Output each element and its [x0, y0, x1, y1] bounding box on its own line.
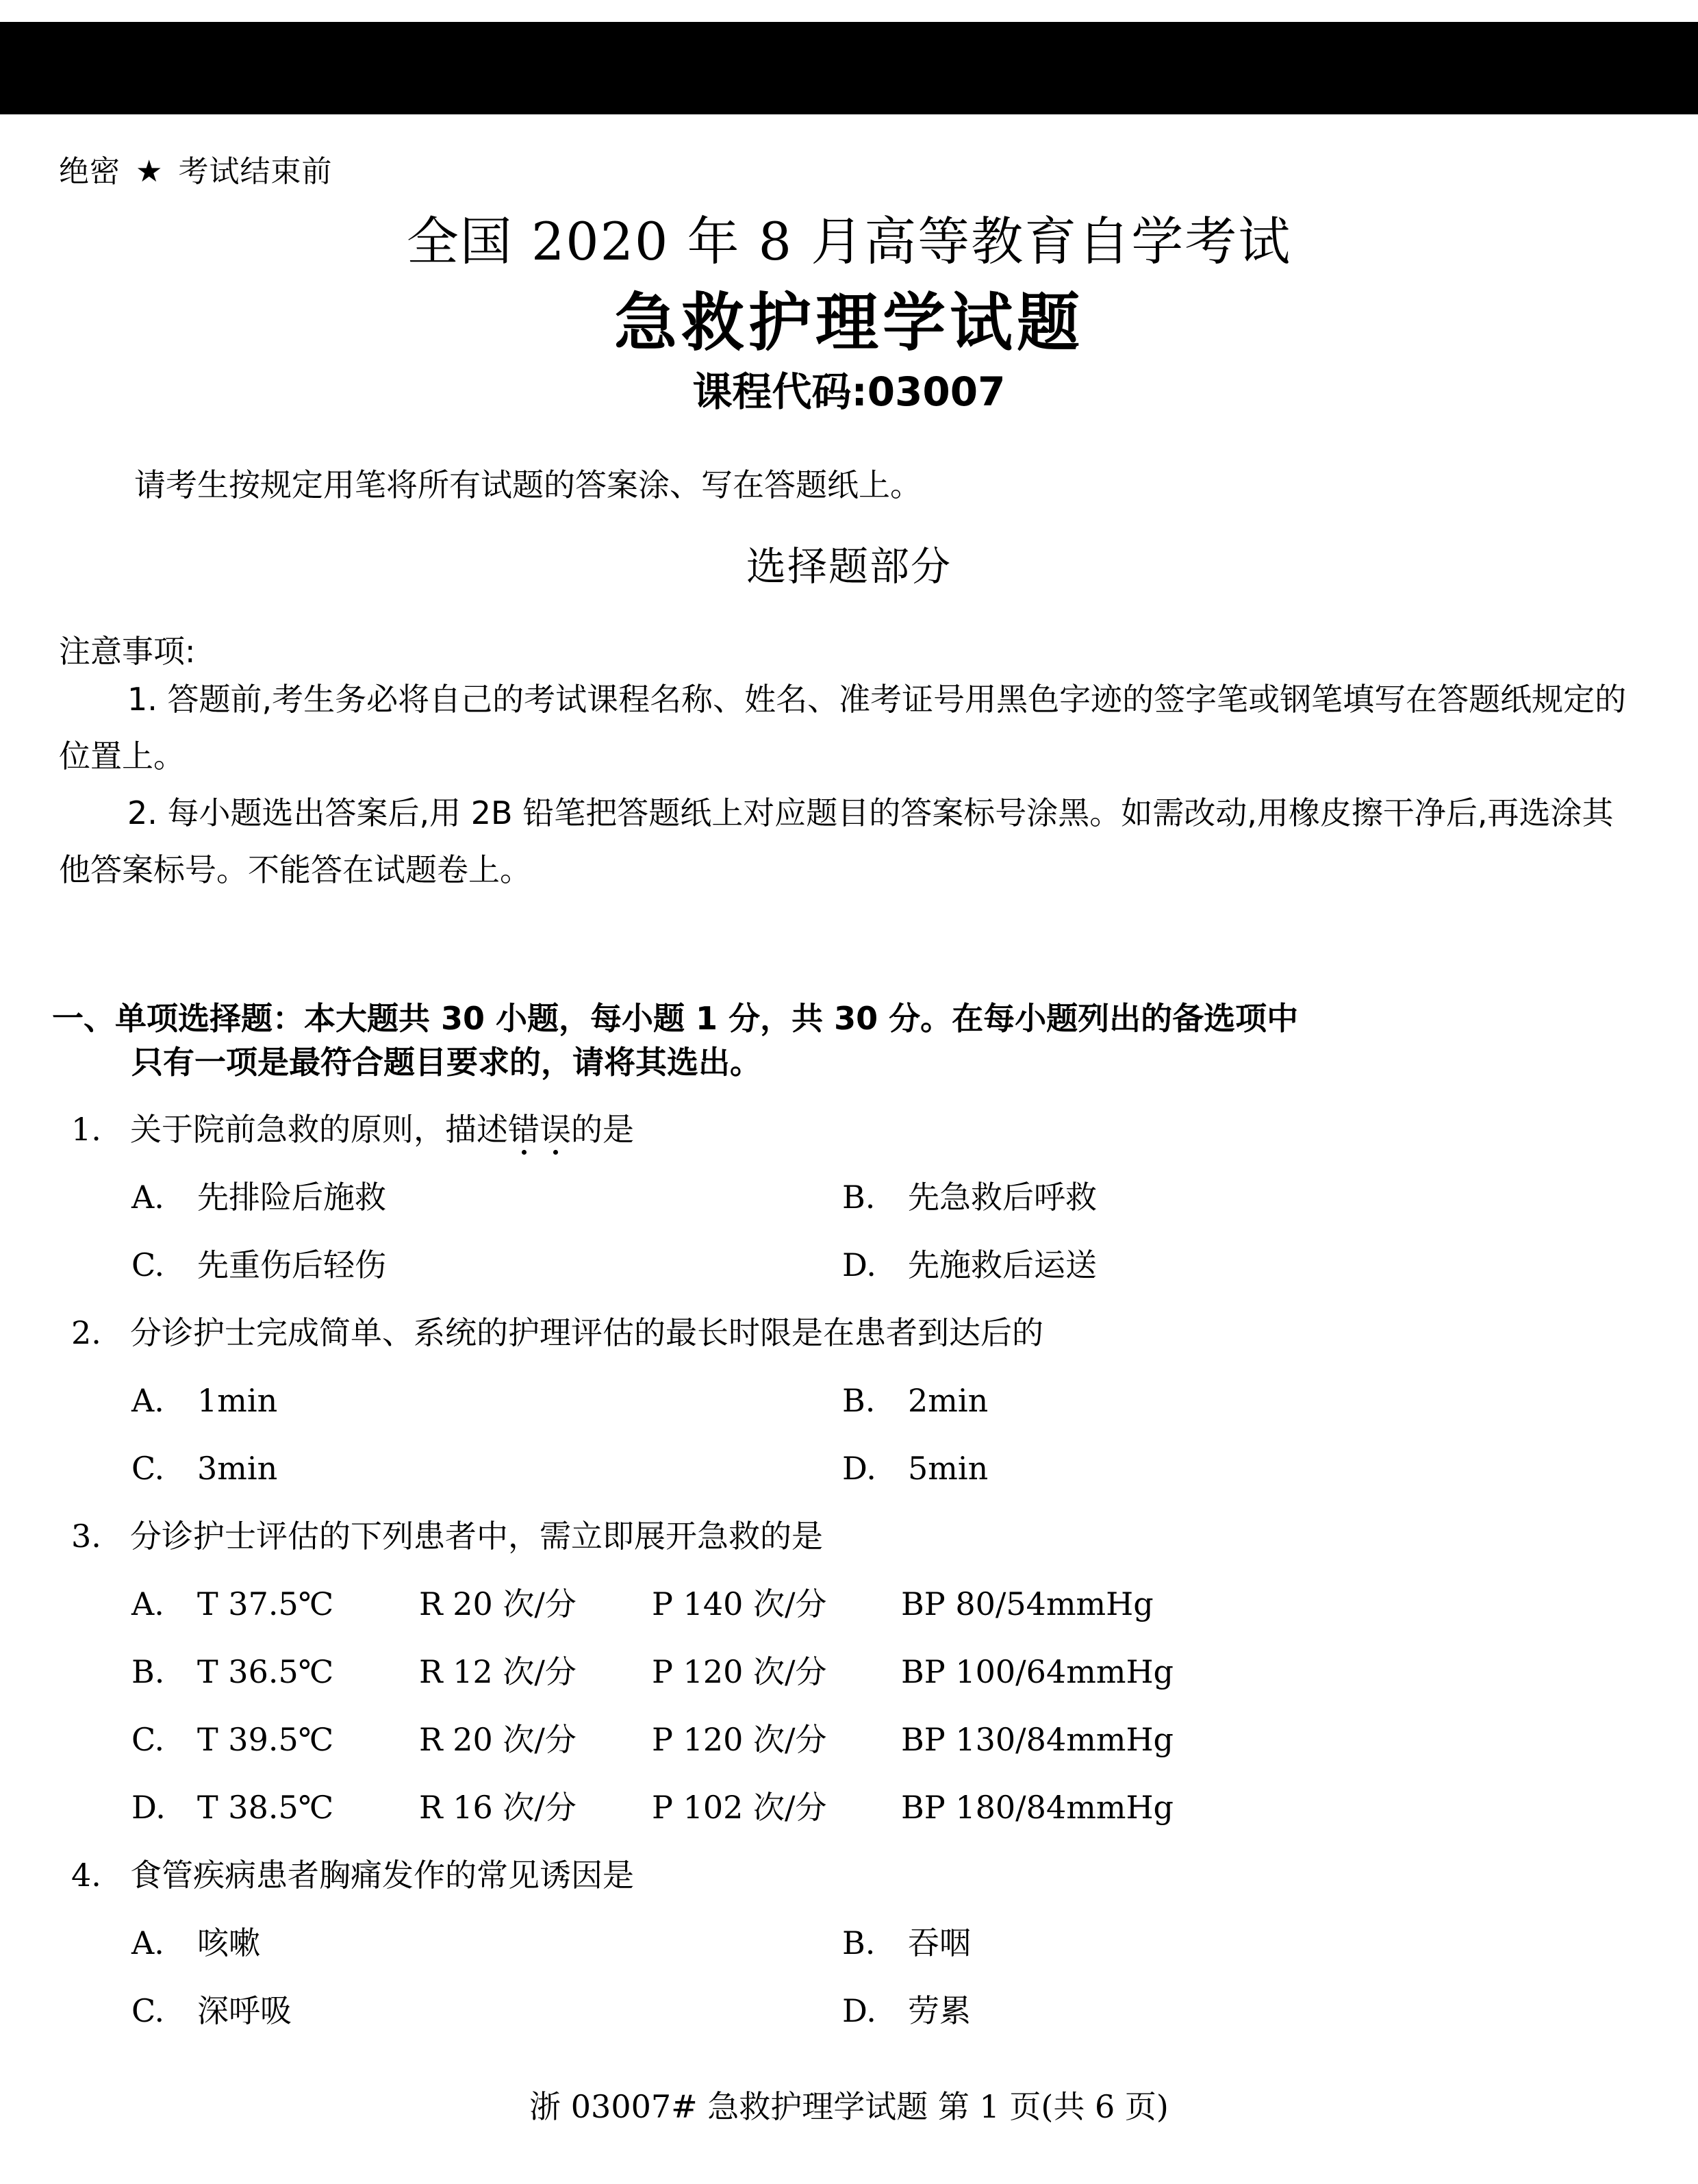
notes-title: 注意事项:: [59, 633, 196, 670]
answer-instruction: 请考生按规定用笔将所有试题的答案涂、写在答题纸上。: [134, 466, 922, 503]
option-text: 3min: [197, 1450, 278, 1487]
option-d[interactable]: [0, 1774, 1698, 1842]
vital-pulse: P 102 次/分: [652, 1789, 827, 1826]
option-letter: C.: [131, 1246, 165, 1283]
vital-blood-pressure: BP 180/84mmHg: [901, 1789, 1174, 1826]
option-letter: A.: [131, 1585, 164, 1622]
vital-pulse: P 140 次/分: [652, 1585, 827, 1622]
option-row: [0, 1435, 1698, 1503]
option-letter: C.: [131, 1992, 165, 2029]
option-text: 吞咽: [908, 1924, 971, 1961]
note-item: 2. 每小题选出答案后,用 2B 铅笔把答题纸上对应题目的答案标号涂黑。如需改动,用橡皮擦干净后,再选涂其他答案标号。不能答在试题卷上。: [59, 794, 1614, 888]
part-one-line1: 一、单项选择题：本大题共 30 小题，每小题 1 分，共 30 分。在每小题列出的备选项中: [52, 1000, 1299, 1037]
course-code: 课程代码:03007: [692, 368, 1006, 415]
star-icon: ★: [136, 154, 164, 189]
option-letter: D.: [842, 1246, 876, 1283]
question-stem: [0, 1503, 1698, 1570]
option-a[interactable]: [0, 1570, 1698, 1638]
vital-pulse: P 120 次/分: [652, 1721, 827, 1758]
option-text: 1min: [197, 1382, 278, 1419]
option-b[interactable]: [842, 1164, 1097, 1231]
option-row: [0, 1367, 1698, 1435]
subject-title: 急救护理学试题: [613, 286, 1084, 360]
part-one-heading: [52, 996, 1627, 1084]
option-d[interactable]: [842, 1977, 971, 2045]
option-c[interactable]: [0, 1706, 1698, 1774]
option-row: [0, 1977, 1698, 2045]
vital-respiration: R 12 次/分: [419, 1653, 576, 1690]
vital-blood-pressure: BP 100/64mmHg: [901, 1653, 1174, 1690]
page-footer: 浙 03007# 急救护理学试题 第 1 页(共 6 页): [529, 2088, 1169, 2125]
option-a[interactable]: [131, 1367, 277, 1435]
option-d[interactable]: [842, 1435, 988, 1503]
option-letter: D.: [131, 1789, 166, 1826]
option-c[interactable]: [131, 1977, 292, 2045]
option-row: [0, 1164, 1698, 1231]
confidential-until-text: 考试结束前: [178, 154, 333, 189]
option-b[interactable]: [842, 1367, 988, 1435]
exam-title: 全国 2020 年 8 月高等教育自学考试: [406, 211, 1292, 272]
vital-respiration: R 16 次/分: [419, 1789, 576, 1826]
question-1: [0, 1096, 1698, 1299]
question-stem: [0, 1842, 1698, 1909]
option-letter: C.: [131, 1721, 165, 1758]
question-2: [0, 1299, 1698, 1503]
option-a[interactable]: [131, 1909, 260, 1977]
vital-respiration: R 20 次/分: [419, 1721, 576, 1758]
vital-blood-pressure: BP 80/54mmHg: [901, 1585, 1154, 1622]
confidential-text: 绝密: [59, 154, 121, 189]
option-text: 先重伤后轻伤: [197, 1246, 386, 1283]
option-text: 5min: [908, 1450, 989, 1487]
question-stem: [0, 1299, 1698, 1367]
question-3: [0, 1503, 1698, 1842]
option-c[interactable]: [131, 1231, 386, 1299]
option-c[interactable]: [131, 1435, 277, 1503]
option-letter: B.: [842, 1179, 876, 1216]
vital-temperature: T 39.5℃: [197, 1721, 334, 1758]
option-letter: D.: [842, 1450, 876, 1487]
option-text: 咳嗽: [197, 1924, 260, 1961]
scan-black-bar: [0, 22, 1698, 114]
option-letter: A.: [131, 1179, 164, 1216]
option-row: [0, 1231, 1698, 1299]
option-letter: A.: [131, 1382, 164, 1419]
stem-text: 关于院前急救的原则，描述: [130, 1111, 508, 1148]
option-letter: B.: [842, 1382, 876, 1419]
option-letter: C.: [131, 1450, 165, 1487]
vital-temperature: T 36.5℃: [197, 1653, 334, 1690]
option-letter: A.: [131, 1924, 164, 1961]
option-a[interactable]: [131, 1164, 386, 1231]
stem-text: 分诊护士完成简单、系统的护理评估的最长时限是在患者到达后的: [130, 1314, 1043, 1351]
emphasis-char: 误: [540, 1111, 571, 1148]
question-number: 1.: [71, 1111, 101, 1148]
question-4: [0, 1842, 1698, 2045]
vital-pulse: P 120 次/分: [652, 1653, 827, 1690]
vital-respiration: R 20 次/分: [419, 1585, 576, 1622]
stem-text: 分诊护士评估的下列患者中，需立即展开急救的是: [130, 1518, 823, 1555]
option-text: 先排险后施救: [197, 1179, 386, 1216]
note-item: 1. 答题前,考生务必将自己的考试课程名称、姓名、准考证号用黑色字迹的签字笔或钢笔填写在答题纸规定的位置上。: [59, 681, 1627, 775]
section-heading: 选择题部分: [746, 543, 952, 590]
stem-text: 的是: [571, 1111, 634, 1148]
question-stem: [0, 1096, 1698, 1164]
question-number: 2.: [71, 1314, 101, 1351]
stem-text: 食管疾病患者胸痛发作的常见诱因是: [130, 1857, 634, 1894]
option-text: 劳累: [908, 1992, 971, 2029]
notes-list: [59, 671, 1627, 899]
option-b[interactable]: [842, 1909, 971, 1977]
confidential-label: [59, 147, 332, 190]
part-one-line2: 只有一项是最符合题目要求的，请将其选出。: [131, 1044, 761, 1081]
vital-temperature: T 37.5℃: [197, 1585, 334, 1622]
option-text: 2min: [908, 1382, 989, 1419]
option-row: [0, 1909, 1698, 1977]
option-b[interactable]: [0, 1638, 1698, 1706]
vital-temperature: T 38.5℃: [197, 1789, 334, 1826]
question-number: 4.: [71, 1857, 101, 1894]
question-list: [0, 1096, 1698, 2045]
option-text: 先施救后运送: [908, 1246, 1097, 1283]
option-d[interactable]: [842, 1231, 1097, 1299]
option-letter: B.: [842, 1924, 876, 1961]
vital-blood-pressure: BP 130/84mmHg: [901, 1721, 1174, 1758]
option-text: 先急救后呼救: [908, 1179, 1097, 1216]
emphasis-char: 错: [508, 1111, 540, 1148]
option-letter: D.: [842, 1992, 876, 2029]
option-letter: B.: [131, 1653, 165, 1690]
option-text: 深呼吸: [197, 1992, 292, 2029]
question-number: 3.: [71, 1518, 101, 1555]
